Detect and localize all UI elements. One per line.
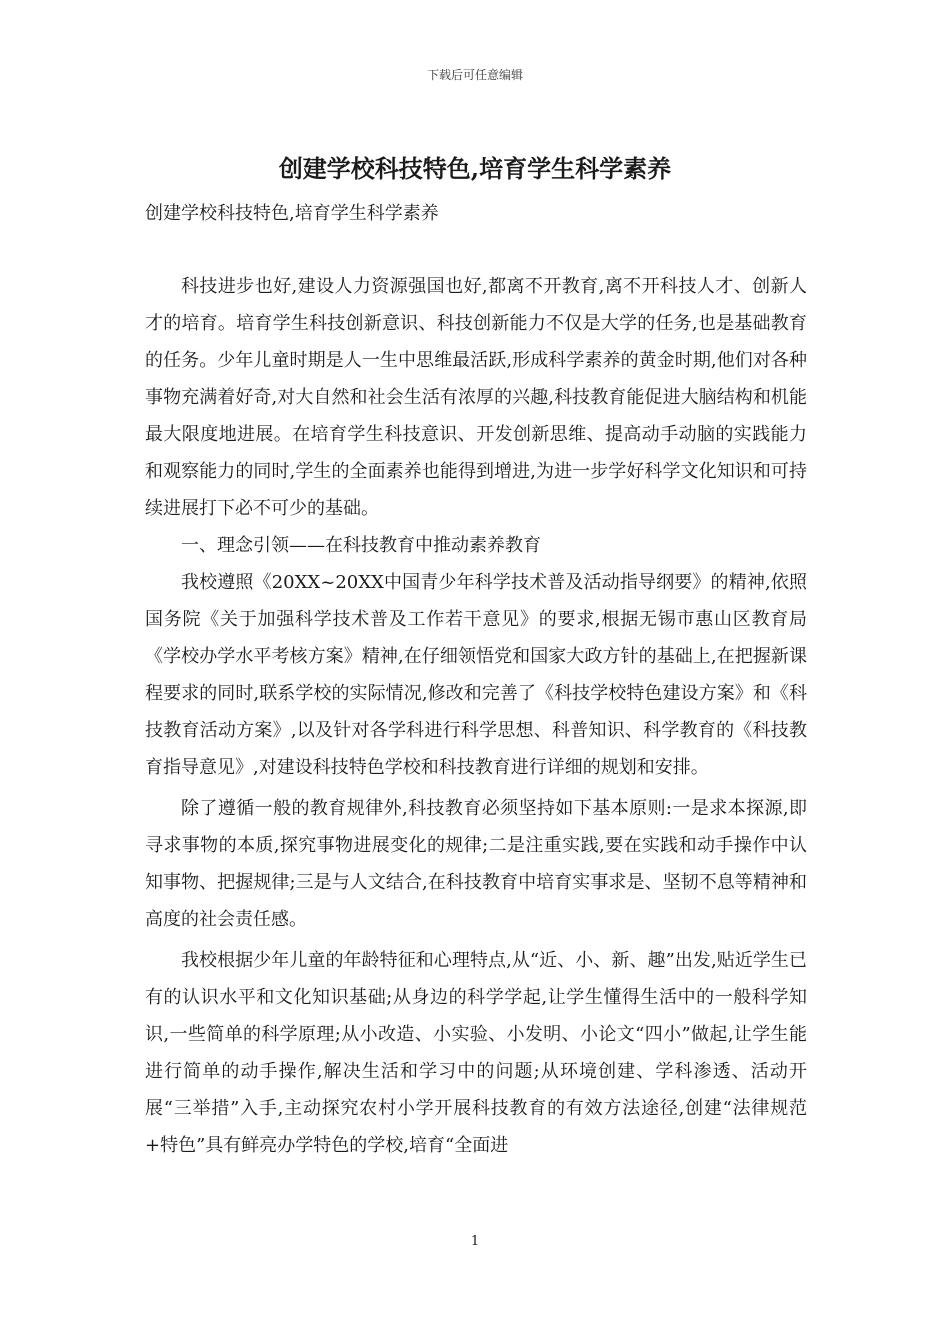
document-title: 创建学校科技特色,培育学生科学素养 <box>278 154 672 183</box>
page-number: 1 <box>470 1234 480 1249</box>
document-subtitle: 创建学校科技特色,培育学生科学素养 <box>145 203 439 224</box>
document-body <box>145 268 807 1164</box>
section-heading-1: 一、理念引领——在科技教育中推动素养教育 <box>181 535 541 556</box>
paragraph-approach: 我校根据少年儿童的年龄特征和心理特点,从“近、小、新、趣”出发,贴近学生已有的认识水平和文化知识基础;从身边的科学学起,让学生懂得生活中的一般科学知识,一些简单的科学原理;从小改造、小实验、小发明、小论文“四小”做起,让学生能进行简单的动手操作,解决生活和学习中的问题;从环境创建、学科渗透、活动开展“三举措”入手,主动探究农村小学开展科技教育的有效方法途径,创建“法律规范+特色”具有鲜亮办学特色的学校,培育“全面进 <box>145 950 807 1156</box>
page-header-note: 下载后可任意编辑 <box>426 68 523 82</box>
paragraph-intro: 科技进步也好,建设人力资源强国也好,都离不开教育,离不开科技人才、创新人才的培育。培育学生科技创新意识、科技创新能力不仅是大学的任务,也是基础教育的任务。少年儿童时期是人一生中思维最活跃,形成科学素养的黄金时期,他们对各种事物充满着好奇,对大自然和社会生活有浓厚的兴趣,科技教育能促进大脑结构和机能最大限度地进展。在培育学生科技意识、开发创新思维、提高动手动脑的实践能力和观察能力的同时,学生的全面素养也能得到增进,为进一步学好科学文化知识和可持续进展打下必不可少的基础。 <box>145 276 807 519</box>
paragraph-principles: 除了遵循一般的教育规律外,科技教育必须坚持如下基本原则:一是求本探源,即寻求事物的本质,探究事物进展变化的规律;二是注重实践,要在实践和动手操作中认知事物、把握规律;三是与人文结合,在科技教育中培育实事求是、坚韧不息等精神和高度的社会责任感。 <box>145 798 807 930</box>
paragraph-policy: 我校遵照《20XX~20XX中国青少年科学技术普及活动指导纲要》的精神,依照国务院《关于加强科学技术普及工作若干意见》的要求,根据无锡市惠山区教育局《学校办学水平考核方案》精神,在仔细领悟党和国家大政方针的基础上,在把握新课程要求的同时,联系学校的实际情况,修改和完善了《科技学校特色建设方案》和《科技教育活动方案》,以及针对各学科进行科学思想、科普知识、科学教育的《科技教育指导意见》,对建设科技特色学校和科技教育进行详细的规划和安排。 <box>145 572 807 778</box>
